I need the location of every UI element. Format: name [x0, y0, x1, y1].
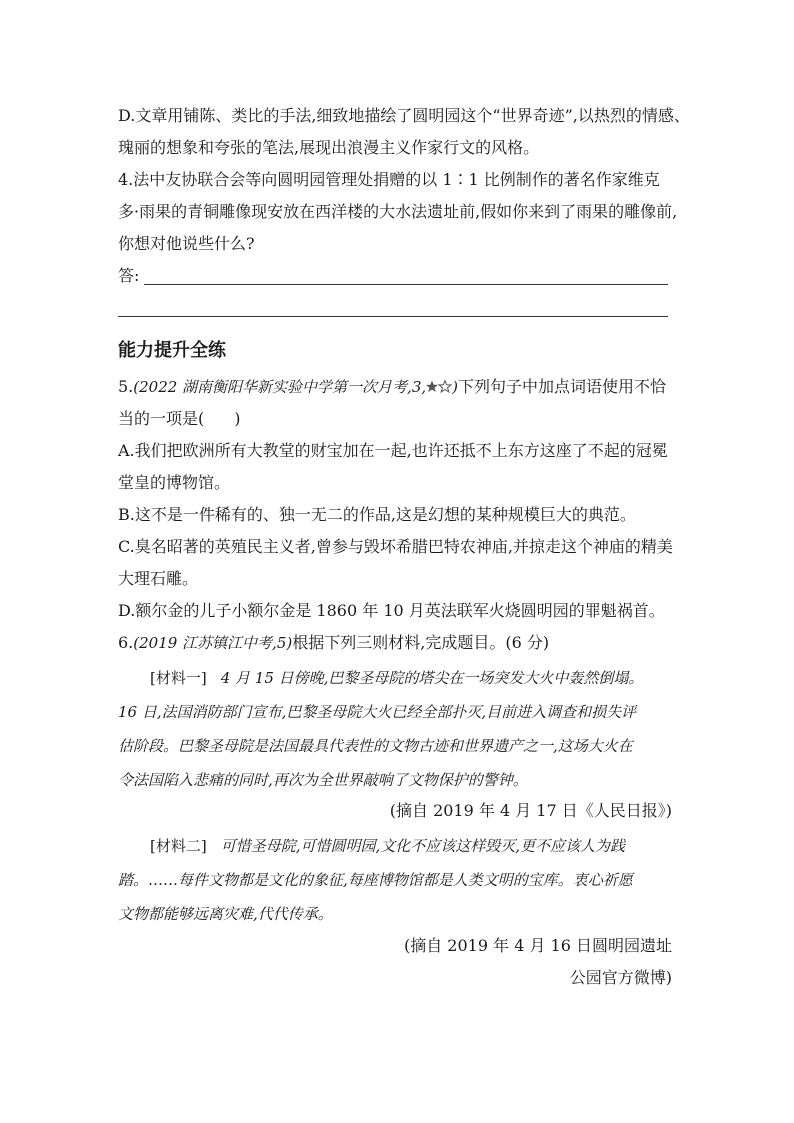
- material-2-line-3: 文物都能够远离灾难,代代传承。: [118, 905, 333, 923]
- option-d-line-2: 瑰丽的想象和夸张的笔法,展现出浪漫主义作家行文的风格。: [118, 138, 540, 157]
- material-2-line-1: [150, 836, 625, 856]
- question-5-text-2-end: ): [234, 409, 241, 428]
- two-star-difficulty-icon: [426, 379, 452, 399]
- material-2-label: [材料二]: [150, 837, 207, 855]
- material-1-line-4: 令法国陷入悲痛的同时,再次为全世界敲响了文物保护的警钟。: [118, 771, 528, 789]
- question-6-line: [118, 633, 549, 653]
- question-5-number: 5.: [118, 377, 134, 396]
- question-6-source: (2019 江苏镇江中考,5): [133, 634, 293, 652]
- answer-line-2[interactable]: [118, 316, 668, 317]
- question-6-text: 根据下列三则材料,完成题目。(6 分): [292, 633, 550, 652]
- q5-option-c-line-1: C.臭名昭著的英殖民主义者,曾参与毁坏希腊巴特农神庙,并掠走这个神庙的精美: [118, 537, 673, 556]
- answer-line-1[interactable]: [144, 284, 668, 285]
- material-1-line-1: [150, 668, 643, 688]
- answer-label: 答:: [118, 266, 140, 285]
- material-1-source: (摘自 2019 年 4 月 17 日《人民日报》): [389, 801, 672, 820]
- q5-option-d: D.额尔金的儿子小额尔金是 1860 年 10 月英法联军火烧圆明园的罪魁祸首。: [118, 601, 665, 620]
- q5-option-c-line-2: 大理石雕。: [118, 569, 199, 588]
- material-2-text-1: 可惜圣母院,可惜圆明园,文化不应该这样毁灭,更不应该人为践: [220, 837, 626, 855]
- question-5-source: (2022 湖南衡阳华新实验中学第一次月考,3,: [133, 378, 427, 396]
- option-d-line-1: D.文章用铺陈、类比的手法,细致地描绘了圆明园这个“世界奇迹”,以热烈的情感、: [118, 106, 690, 125]
- question-6-number: 6.: [118, 633, 134, 652]
- material-1-label: [材料一]: [150, 669, 207, 687]
- material-2-line-2: 踏。……每件文物都是文化的象征,每座博物馆都是人类文明的宝库。衷心祈愿: [118, 871, 633, 889]
- q5-option-b: B.这不是一件稀有的、独一无二的作品,这是幻想的某种规模巨大的典范。: [118, 505, 636, 524]
- q5-option-a-line-2: 堂皇的博物馆。: [118, 473, 231, 492]
- material-1-text-1: 4 月 15 日傍晚,巴黎圣母院的塔尖在一场突发大火中轰然倒塌。: [220, 669, 644, 687]
- material-2-source-line-1: (摘自 2019 年 4 月 16 日圆明园遗址: [403, 936, 672, 955]
- material-2-source-line-2: 公园官方微博): [569, 968, 672, 987]
- section-heading: 能力提升全练: [118, 340, 226, 361]
- question-5-line-1: [118, 377, 666, 399]
- material-1-line-2: 16 日,法国消防部门宣布,巴黎圣母院大火已经全部扑灭,目前进入调查和损失评: [118, 703, 637, 721]
- material-1-line-3: 估阶段。巴黎圣母院是法国最具代表性的文物古迹和世界遗产之一,这场大火在: [118, 737, 633, 755]
- question-4-line-1: 4.法中友协联合会等向圆明园管理处捐赠的以 1∶1 比例制作的著名作家维克: [118, 170, 660, 189]
- question-5-text: 下列句子中加点词语使用不恰: [458, 377, 667, 396]
- question-5-text-2: 当的一项是(: [118, 409, 205, 428]
- q5-option-a-line-1: A.我们把欧洲所有大教堂的财宝加在一起,也许还抵不上东方这座了不起的冠冕: [118, 441, 668, 460]
- question-5-source-close: ): [452, 378, 459, 396]
- question-5-line-2: [118, 409, 241, 429]
- question-4-line-2: 多·雨果的青铜雕像现安放在西洋楼的大水法遗址前,假如你来到了雨果的雕像前,: [118, 202, 678, 221]
- question-4-line-3: 你想对他说些什么?: [118, 234, 255, 253]
